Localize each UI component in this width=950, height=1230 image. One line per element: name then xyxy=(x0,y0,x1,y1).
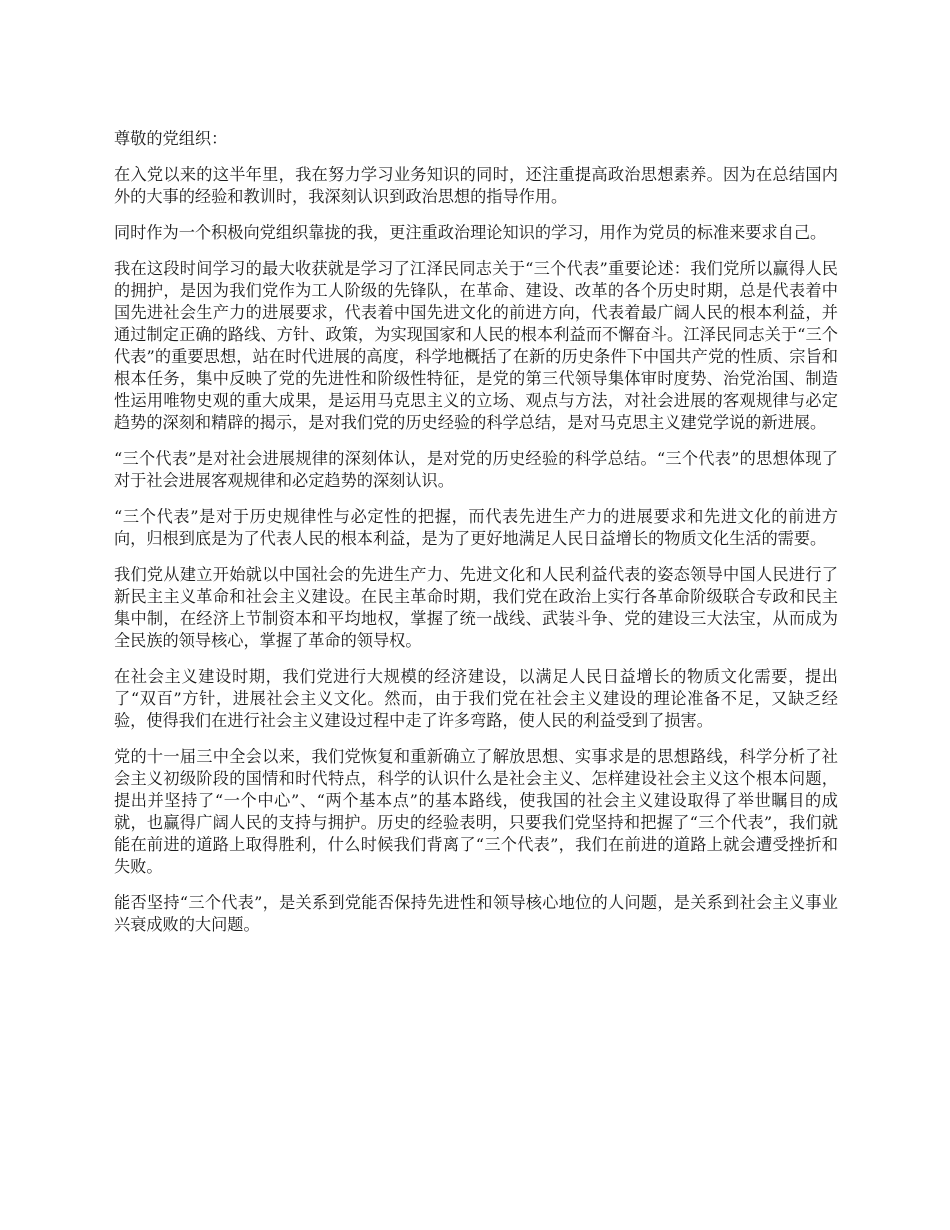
paragraph-8: 党的十一届三中全会以来，我们党恢复和重新确立了解放思想、实事求是的思想路线，科学分析了社会主义初级阶段的国情和时代特点，科学的认识什么是社会主义、怎样建设社会主义这个根本问题，提出并坚持了“一个中心”、“两个基本点”的基本路线，使我国的社会主义建设取得了举世瞩目的成就，也赢得广阔人民的支持与拥护。历史的经验表明，只要我们党坚持和把握了“三个代表”，我们就能在前进的道路上取得胜利，什么时候我们背离了“三个代表”，我们在前进的道路上就会遭受挫折和失败。 xyxy=(114,747,838,876)
document-body xyxy=(114,128,838,950)
salutation: 尊敬的党组织： xyxy=(114,129,228,148)
paragraph-7: 在社会主义建设时期，我们党进行大规模的经济建设，以满足人民日益增长的物质文化需要，提出了“双百”方针，进展社会主义文化。然而，由于我们党在社会主义建设的理论准备不足，又缺乏经验，使得我们在进行社会主义建设过程中走了许多弯路，使人民的利益受到了损害。 xyxy=(114,667,838,730)
paragraph-4: “三个代表”是对社会进展规律的深刻体认，是对党的历史经验的科学总结。“三个代表”的思想体现了对于社会进展客观规律和必定趋势的深刻认识。 xyxy=(114,449,838,490)
paragraph-2: 同时作为一个积极向党组织靠拢的我，更注重政治理论知识的学习，用作为党员的标准来要求自己。 xyxy=(114,223,827,242)
paragraph-9: 能否坚持“三个代表”，是关系到党能否保持先进性和领导核心地位的人问题，是关系到社会主义事业兴衰成败的大问题。 xyxy=(114,893,838,934)
paragraph-1: 在入党以来的这半年里，我在努力学习业务知识的同时，还注重提高政治思想素养。因为在总结国内外的大事的经验和教训时，我深刻认识到政治思想的指导作用。 xyxy=(114,165,838,206)
paragraph-3: 我在这段时间学习的最大收获就是学习了江泽民同志关于“三个代表”重要论述：我们党所以赢得人民的拥护，是因为我们党作为工人阶级的先锋队，在革命、建设、改革的各个历史时期，总是代表着中国先进社会生产力的进展要求，代表着中国先进文化的前进方向，代表着最广阔人民的根本利益，并通过制定正确的路线、方针、政策，为实现国家和人民的根本利益而不懈奋斗。江泽民同志关于“三个代表”的重要思想，站在时代进展的高度，科学地概括了在新的历史条件下中国共产党的性质、宗旨和根本任务，集中反映了党的先进性和阶级性特征，是党的第三代领导集体审时度势、治党治国、制造性运用唯物史观的重大成果，是运用马克思主义的立场、观点与方法，对社会进展的客观规律与必定趋势的深刻和精辟的揭示，是对我们党的历史经验的科学总结，是对马克思主义建党学说的新进展。 xyxy=(114,259,838,432)
paragraph-6: 我们党从建立开始就以中国社会的先进生产力、先进文化和人民利益代表的姿态领导中国人民进行了新民主主义革命和社会主义建设。在民主革命时期，我们党在政治上实行各革命阶级联合专政和民主集中制，在经济上节制资本和平均地权，掌握了统一战线、武装斗争、党的建设三大法宝，从而成为全民族的领导核心，掌握了革命的领导权。 xyxy=(114,565,838,650)
paragraph-5: “三个代表”是对于历史规律性与必定性的把握，而代表先进生产力的进展要求和先进文化的前进方向，归根到底是为了代表人民的根本利益，是为了更好地满足人民日益增长的物质文化生活的需要。 xyxy=(114,507,838,548)
